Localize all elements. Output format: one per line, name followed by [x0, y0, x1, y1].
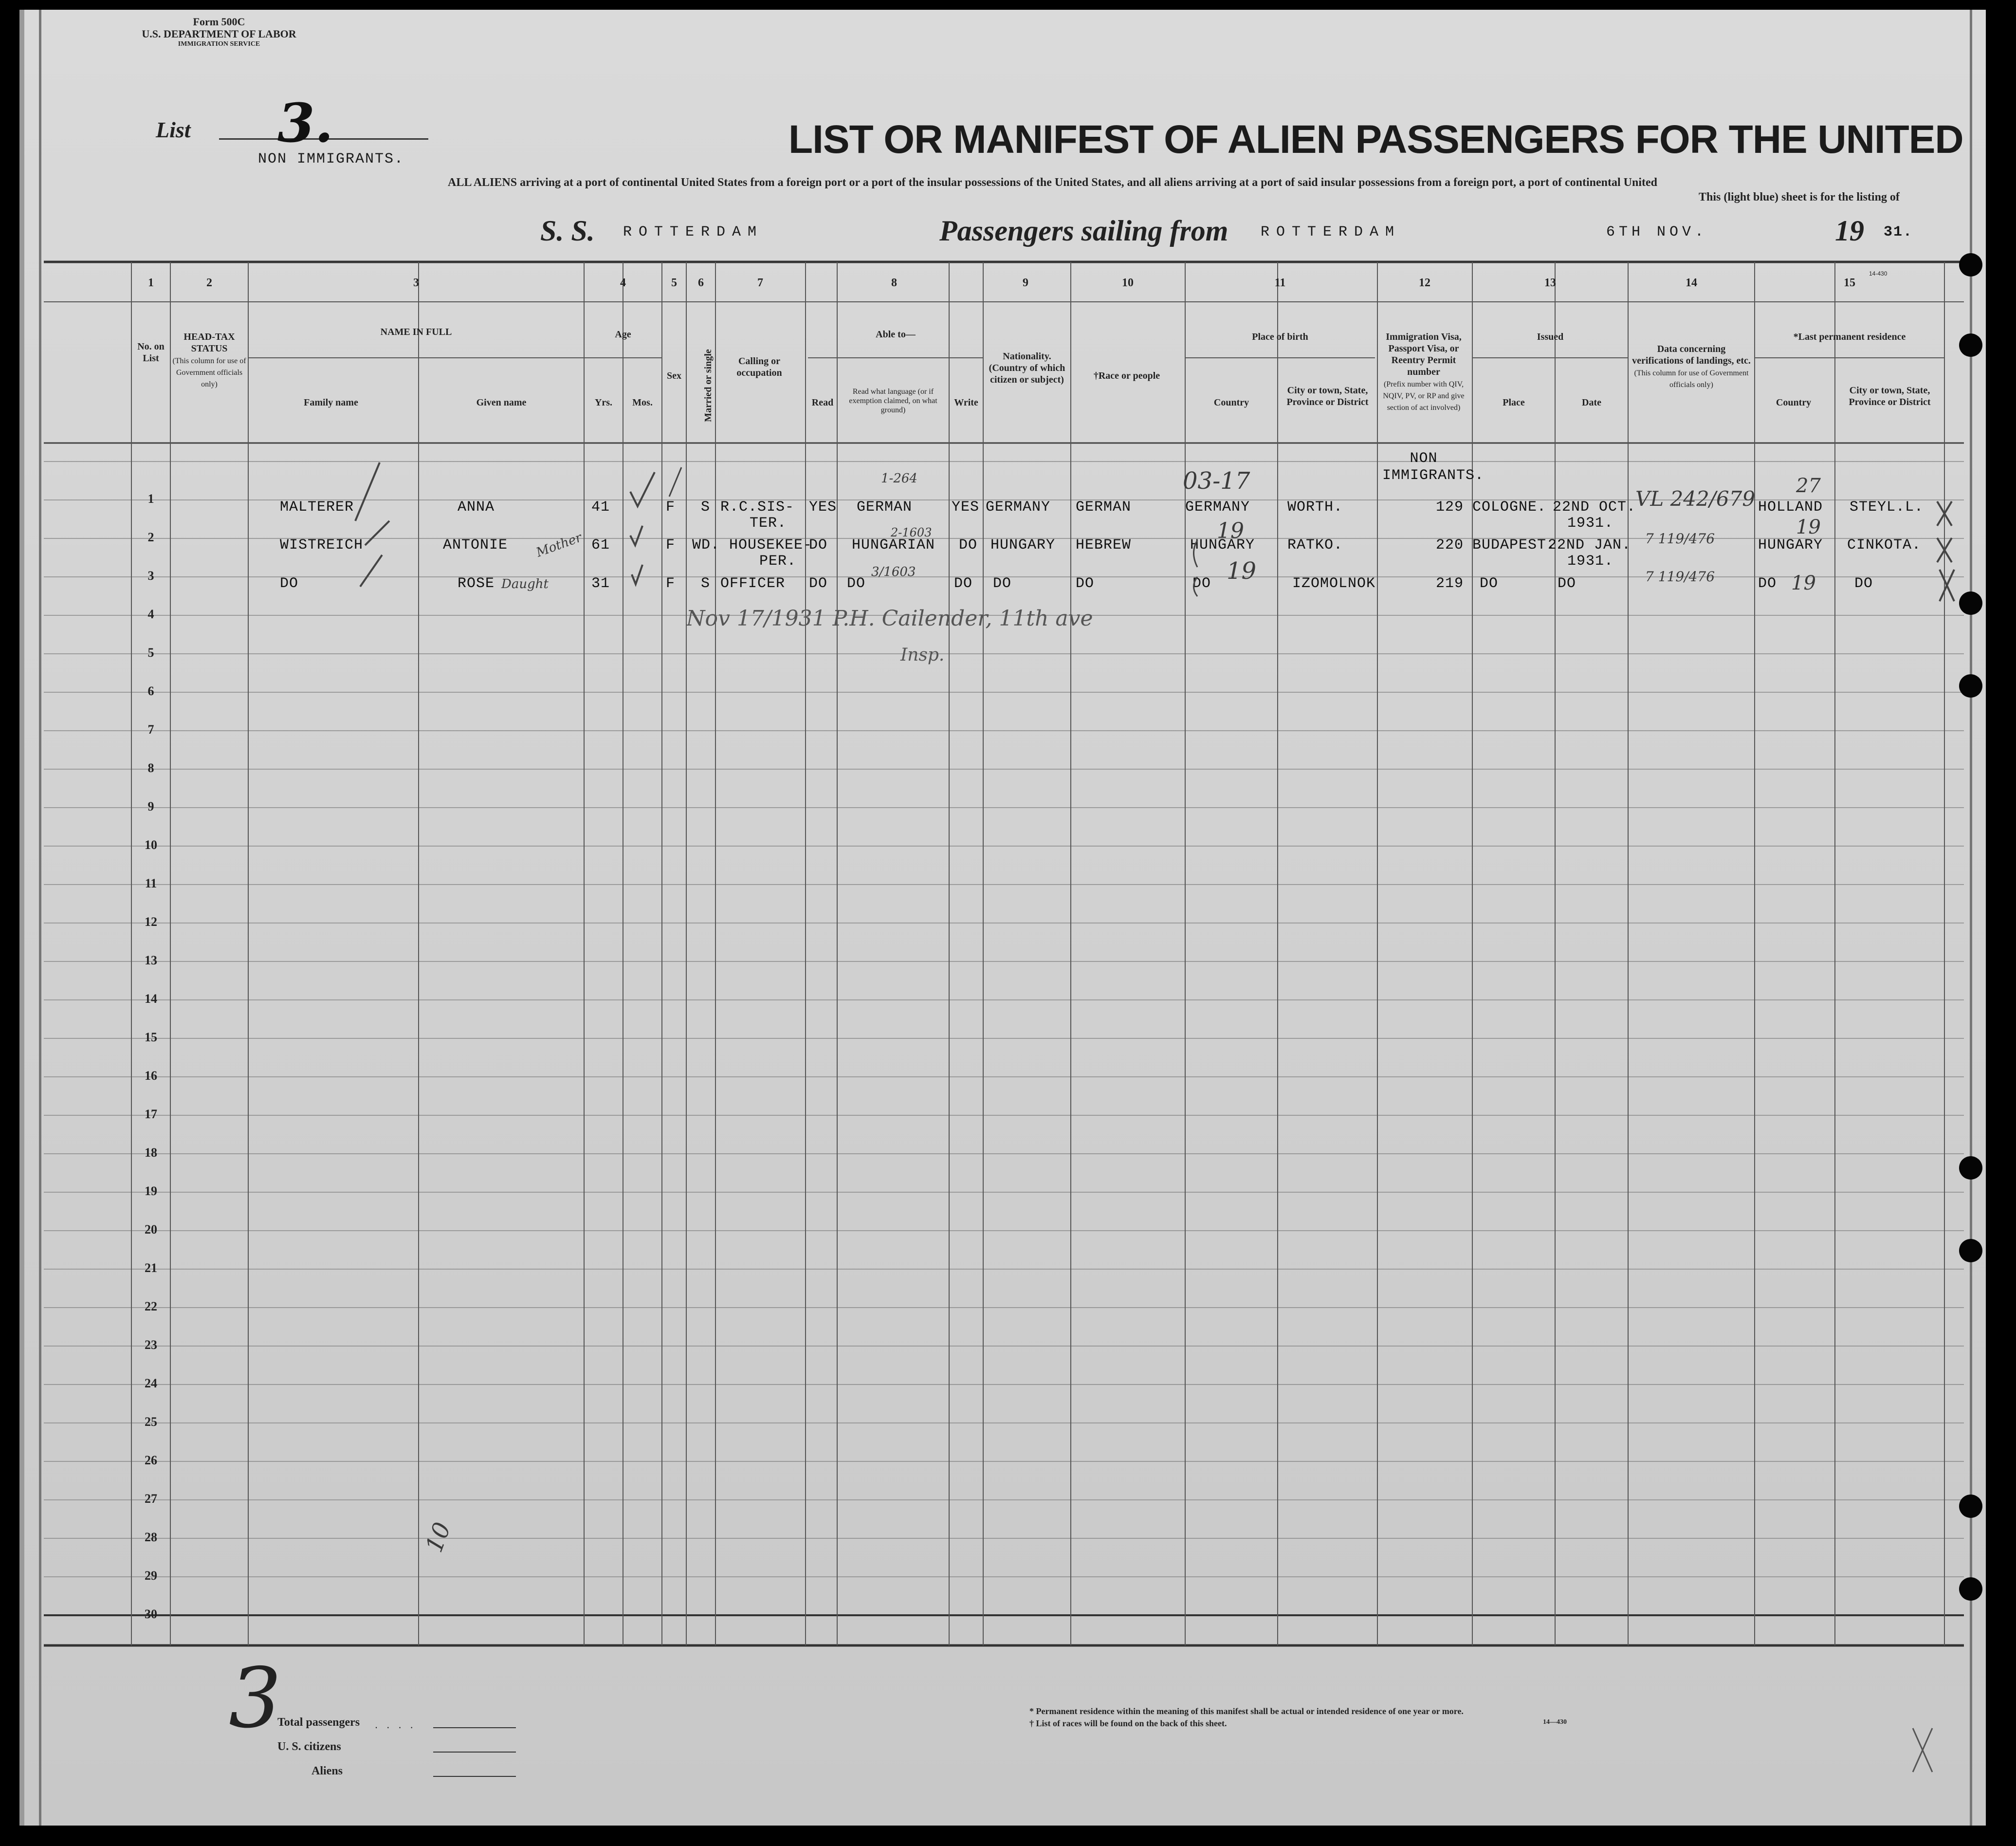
can-read: DO: [809, 537, 828, 554]
row-number: 5: [147, 646, 154, 660]
row-number: 12: [145, 915, 157, 929]
header-sex: Sex: [667, 370, 681, 381]
header-place-of-birth: Place of birth: [1252, 332, 1308, 342]
punch-hole: [1959, 253, 1982, 277]
header-visa-note: (Prefix number with QIV, NQIV, PV, or RP and give section of act involved): [1383, 380, 1465, 412]
check-stroke: [360, 555, 382, 587]
read-language: DO: [847, 575, 866, 592]
hand-verification-3: 7 119/476: [1645, 569, 1715, 585]
hand-birth-2: 19: [1217, 518, 1244, 543]
header-issued-date: Date: [1582, 397, 1601, 408]
header-birth-city: City or town, State, Province or District: [1286, 385, 1369, 407]
header-read-language: Read what language (or if exemption claimed, on what ground): [849, 388, 937, 415]
footer-line: [433, 1752, 516, 1753]
header-yrs: Yrs.: [594, 397, 613, 408]
family-name: DO: [280, 575, 299, 592]
row-number: 18: [145, 1145, 157, 1160]
row-number: 26: [145, 1453, 157, 1467]
row-number: 7: [147, 722, 154, 737]
hand-total-mark: 3: [229, 1650, 282, 1747]
footer-note-1: * Permanent residence within the meaning of this manifest shall be actual or intended residence of one year or more.: [1029, 1706, 1464, 1716]
header-read: Read: [811, 397, 834, 408]
row-number: 20: [145, 1222, 157, 1237]
residence-city: STEYL.L.: [1850, 499, 1924, 516]
department-name: U.S. DEPARTMENT OF LABOR: [142, 28, 296, 40]
year-suffix: 31.: [1884, 224, 1913, 240]
form-number: Form 500C: [193, 16, 245, 28]
footer-us-citizens: U. S. citizens: [277, 1740, 341, 1753]
column-number: 8: [891, 277, 897, 289]
check-mark: [632, 565, 642, 584]
column-number: 4: [620, 277, 626, 289]
header-head-tax-label: HEAD-TAX STATUS: [183, 332, 235, 354]
row-number: 27: [145, 1492, 157, 1506]
row-number: 16: [145, 1069, 157, 1083]
column-number: 15: [1844, 277, 1855, 289]
header-no-on-list: No. on List: [137, 341, 165, 364]
visa-number: 129: [1436, 499, 1464, 516]
instructions-line-2: This (light blue) sheet is for the listing of: [1699, 191, 1900, 203]
footer-code: 14—430: [1543, 1718, 1567, 1726]
ship-name: ROTTERDAM: [623, 224, 764, 240]
hand-residence-3: 19: [1791, 572, 1816, 594]
column-number: 1: [148, 277, 154, 289]
punch-hole: [1959, 1577, 1982, 1601]
row-number: 25: [145, 1415, 157, 1429]
row-number: 21: [145, 1261, 157, 1275]
column-number: 3: [413, 277, 419, 289]
row-number: 19: [145, 1184, 157, 1198]
sailing-label: Passengers sailing from: [939, 215, 1228, 247]
sex: F: [666, 575, 676, 592]
punch-hole: [1959, 1239, 1982, 1262]
nationality: GERMANY: [986, 499, 1051, 516]
age-years: 31: [591, 575, 610, 592]
check-stroke: [355, 462, 380, 521]
given-name: ANNA: [458, 499, 495, 516]
birth-city: RATKO.: [1287, 537, 1343, 554]
row-number: 2: [147, 530, 154, 544]
footer-aliens: Aliens: [312, 1765, 343, 1777]
visa-number: 220: [1436, 537, 1464, 554]
can-write: DO: [959, 537, 978, 554]
nationality: DO: [993, 575, 1012, 592]
can-write: DO: [954, 575, 973, 592]
column-number: 5: [671, 277, 677, 289]
issued-date: 22ND JAN.: [1548, 537, 1631, 554]
x-mark: [1913, 1728, 1932, 1772]
hand-language-3: 3/1603: [871, 565, 916, 579]
hand-verification-1: VL 242/679: [1635, 487, 1756, 511]
hand-residence-1: 27: [1796, 475, 1821, 497]
bracket-stroke: [1194, 540, 1198, 596]
header-age: Age: [615, 329, 631, 340]
sailing-port: ROTTERDAM: [1261, 224, 1401, 240]
issued-year: 1931.: [1567, 553, 1614, 570]
header-issued: Issued: [1537, 332, 1564, 342]
ship-prefix: S. S.: [540, 215, 595, 247]
row-number: 13: [145, 953, 157, 967]
row-number: 22: [145, 1299, 157, 1313]
visa-number: 219: [1436, 575, 1464, 592]
header-given-name: Given name: [476, 397, 527, 408]
nationality: HUNGARY: [990, 537, 1056, 554]
occupation: R.C.SIS-: [720, 499, 795, 516]
punch-hole: [1959, 1156, 1982, 1180]
hand-verification-2: 7 119/476: [1645, 531, 1715, 547]
header-mos: Mos.: [632, 397, 653, 408]
sex: F: [666, 499, 676, 516]
column-number: 13: [1544, 277, 1556, 289]
marital-status: S: [701, 499, 711, 516]
row-number: 14: [145, 992, 157, 1006]
footer-total-passengers: Total passengers: [277, 1716, 360, 1729]
column-number: 14: [1686, 277, 1697, 289]
issued-date: 22ND OCT.: [1553, 499, 1636, 516]
age-years: 61: [591, 537, 610, 554]
residence-country: DO: [1758, 575, 1777, 592]
can-read: DO: [809, 575, 828, 592]
race: HEBREW: [1076, 537, 1132, 554]
row-number: 10: [145, 838, 157, 852]
check-mark: [630, 526, 642, 545]
check-stroke: [669, 467, 681, 497]
row-number: 11: [145, 876, 157, 890]
manifest-sheet: [19, 10, 1986, 1826]
row-number: 9: [147, 799, 154, 813]
birth-country: HUNGARY: [1190, 537, 1255, 554]
column-number: 6: [698, 277, 704, 289]
column-number: 11: [1274, 277, 1286, 289]
header-verifications-note: (This column for use of Government officials only): [1634, 369, 1749, 389]
header-race: †Race or people: [1093, 370, 1160, 381]
header-residence-country: Country: [1776, 397, 1812, 408]
header-married: Married or single: [703, 349, 714, 422]
marital-status: S: [701, 575, 711, 592]
hand-inspector-note: Nov 17/1931 P.H. Cailender, 11th ave: [686, 606, 1093, 631]
row-number: 28: [145, 1530, 157, 1544]
footer-line: [433, 1727, 516, 1728]
hand-inspector-title: Insp.: [900, 645, 945, 665]
footer-note-2: † List of races will be found on the back of this sheet.: [1029, 1718, 1227, 1728]
service-name: IMMIGRATION SERVICE: [178, 40, 260, 48]
header-visa-label: Immigration Visa, Passport Visa, or Reentry Permit number: [1386, 332, 1462, 377]
row-number: 23: [145, 1338, 157, 1352]
header-name-in-full: NAME IN FULL: [380, 327, 452, 337]
residence-country: HUNGARY: [1758, 537, 1823, 554]
x-mark: [1937, 501, 1952, 526]
can-read: YES: [809, 499, 837, 516]
corner-code: 14-430: [1869, 270, 1888, 277]
family-name: WISTREICH: [280, 537, 364, 554]
header-head-tax-note: (This column for use of Government officials only): [172, 357, 246, 388]
given-name: ROSE: [458, 575, 495, 592]
row-number: 1: [147, 492, 154, 506]
header-verifications-label: Data concerning verifications of landings, etc.: [1632, 344, 1751, 366]
occupation: OFFICER: [720, 575, 786, 592]
issued-year: 1931.: [1567, 515, 1614, 532]
issued-place: COLOGNE.: [1472, 499, 1547, 516]
residence-city: CINKOTA.: [1847, 537, 1922, 554]
header-last-residence: *Last permanent residence: [1793, 332, 1906, 342]
hand-relation-daughter: Daught: [501, 577, 549, 591]
punch-hole: [1959, 674, 1982, 698]
header-birth-country: Country: [1213, 397, 1249, 408]
sex: F: [666, 537, 676, 554]
birth-city: WORTH.: [1287, 499, 1343, 516]
row-number: 17: [145, 1107, 157, 1121]
residence-city: DO: [1854, 575, 1873, 592]
hand-relation-mother: Mother: [534, 530, 584, 560]
header-able-to: Able to—: [876, 329, 916, 340]
column-number: 9: [1023, 277, 1028, 289]
birth-country: DO: [1192, 575, 1211, 592]
x-mark: [1940, 570, 1954, 601]
row-number: 30: [145, 1607, 157, 1621]
header-write: Write: [954, 397, 978, 408]
header-residence-city: City or town, State, Province or District: [1849, 385, 1931, 407]
row-number: 29: [145, 1569, 157, 1583]
check-stroke: [365, 521, 389, 545]
birth-country: GERMANY: [1185, 499, 1250, 516]
race: DO: [1076, 575, 1095, 592]
read-language: GERMAN: [857, 499, 913, 516]
list-type: NON IMMIGRANTS.: [258, 151, 404, 167]
occupation: HOUSEKEE-: [729, 537, 813, 554]
list-label: List: [156, 117, 191, 142]
punch-hole: [1959, 1495, 1982, 1518]
column-number: 2: [206, 277, 212, 289]
issued-place: BUDAPEST.: [1472, 537, 1556, 554]
x-mark: [1937, 538, 1952, 562]
can-write: YES: [952, 499, 980, 516]
marital-status: WD.: [692, 537, 720, 554]
occupation-cont: TER.: [750, 515, 787, 532]
age-years: 41: [591, 499, 610, 516]
family-name: MALTERER: [280, 499, 354, 516]
row-number: 24: [145, 1376, 157, 1390]
row-number: 3: [147, 569, 154, 583]
row-number: 4: [147, 607, 154, 621]
hand-birth-1: 03-17: [1183, 467, 1250, 495]
header-family-name: Family name: [304, 397, 358, 408]
row-number: 6: [147, 684, 154, 698]
hand-residence-2: 19: [1796, 516, 1821, 538]
read-language: HUNGARIAN: [852, 537, 935, 554]
hand-row28-mark: 10: [420, 1518, 457, 1556]
instructions-line-1: ALL ALIENS arriving at a port of continental United States from a foreign port or a port of the insular possessions of the United States, and all aliens arriving at a port of said insular possessions from a foreign port, a port of continental United: [448, 176, 1657, 189]
hand-language-1: 1-264: [881, 471, 917, 486]
handwritten-strokes: [24, 10, 1986, 1826]
row-number: 15: [145, 1030, 157, 1044]
punch-hole: [1959, 591, 1982, 615]
punch-hole: [1959, 333, 1982, 357]
footer-line: [433, 1776, 516, 1777]
visa-non-immigrants-note: NON IMMIGRANTS.: [1382, 450, 1485, 484]
manifest-title: LIST OR MANIFEST OF ALIEN PASSENGERS FOR THE UNITED: [788, 117, 1963, 162]
hand-language-2: 2-1603: [891, 526, 932, 539]
check-mark: [630, 472, 655, 506]
issued-date: DO: [1558, 575, 1576, 592]
column-number: 12: [1419, 277, 1430, 289]
header-nationality: Nationality. (Country of which citizen or subject): [989, 351, 1065, 385]
occupation-cont: PER.: [759, 553, 797, 570]
row-number: 8: [147, 761, 154, 775]
residence-country: HOLLAND: [1758, 499, 1823, 516]
column-number: 7: [757, 277, 763, 289]
footer-dots: . . . .: [375, 1718, 416, 1731]
issued-place: DO: [1480, 575, 1499, 592]
list-number: 3.: [277, 92, 333, 154]
year-prefix: 19: [1835, 215, 1864, 247]
hand-birth-3: 19: [1227, 557, 1257, 585]
column-number: 10: [1122, 277, 1134, 289]
sailing-date: 6TH NOV.: [1606, 224, 1708, 240]
header-calling: Calling or occupation: [736, 356, 782, 378]
header-issued-place: Place: [1503, 397, 1525, 408]
birth-city: IZOMOLNOK: [1292, 575, 1376, 592]
given-name: ANTONIE: [443, 537, 508, 554]
race: GERMAN: [1076, 499, 1132, 516]
